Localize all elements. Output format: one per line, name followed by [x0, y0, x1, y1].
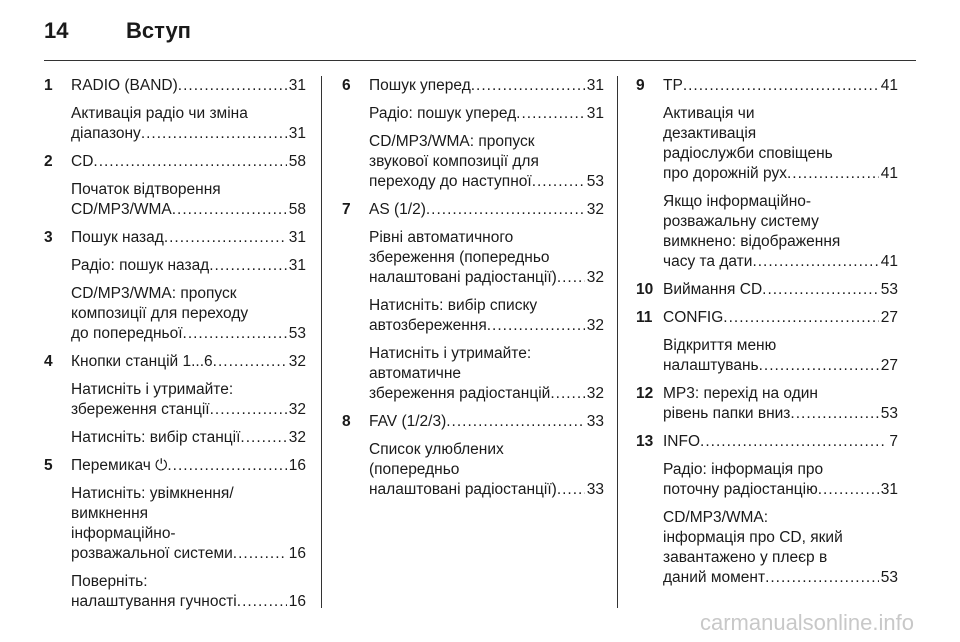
- toc-entry: [44, 352, 306, 448]
- page-reference: 31: [288, 125, 306, 142]
- entry-number: 9: [636, 77, 645, 94]
- item-text-line: завантажено у плеєр в: [663, 549, 828, 566]
- toc-item: [71, 180, 306, 220]
- toc-item: [71, 104, 306, 144]
- entry-number: 2: [44, 153, 53, 170]
- item-text-line: композиції для переходу: [71, 305, 249, 322]
- toc-item: [71, 256, 306, 276]
- toc-item: [663, 280, 898, 300]
- dot-leader: [532, 172, 585, 192]
- page-reference: 32: [586, 317, 604, 334]
- item-text-line: збереження (попередньо: [369, 249, 550, 266]
- entry-number: 4: [44, 353, 53, 370]
- item-label: Радіо: пошук уперед: [369, 105, 517, 122]
- toc-entry: [636, 308, 898, 376]
- item-text-line: Натисніть: увімкнення/: [71, 485, 234, 502]
- item-line: [71, 200, 306, 220]
- dot-leader: [426, 200, 585, 220]
- item-line: [71, 428, 306, 448]
- entry-number: 8: [342, 413, 351, 430]
- page-reference: 32: [288, 429, 306, 446]
- item-text-line: Поверніть:: [71, 573, 148, 590]
- toc-item: [369, 412, 604, 432]
- toc-entry: [44, 228, 306, 344]
- item-line: [369, 480, 604, 500]
- toc-item: [71, 76, 306, 96]
- page-reference: 33: [586, 481, 604, 498]
- dot-leader: [557, 480, 585, 500]
- toc-item: [71, 152, 306, 172]
- dot-leader: [213, 352, 287, 372]
- entry-number: 10: [636, 281, 654, 298]
- toc-item: [71, 380, 306, 420]
- page-reference: 16: [288, 545, 306, 562]
- item-label: Перемикач ⏻: [71, 457, 168, 474]
- toc-item: [663, 104, 898, 184]
- page-reference: 53: [586, 173, 604, 190]
- dot-leader: [471, 76, 585, 96]
- item-line: [663, 404, 898, 424]
- dot-leader: [209, 256, 287, 276]
- toc-item: [369, 344, 604, 404]
- item-line: [71, 324, 306, 344]
- dot-leader: [487, 316, 585, 336]
- toc-column-2: [342, 76, 604, 508]
- entry-body: [663, 308, 898, 376]
- dot-leader: [516, 104, 585, 124]
- toc-entry: [636, 432, 898, 588]
- item-label: Виймання CD: [663, 281, 763, 298]
- item-text-line: інформаційно-: [71, 525, 176, 542]
- item-text-line: розважальну систему: [663, 213, 819, 230]
- item-text-line: Якщо інформаційно-: [663, 193, 812, 210]
- page-reference: 27: [880, 357, 898, 374]
- item-label: Радіо: пошук назад: [71, 257, 210, 274]
- item-text-line: Список улюблених: [369, 441, 504, 458]
- item-text-line: (попередньо: [369, 461, 460, 478]
- entry-body: [71, 352, 306, 448]
- entry-number: 13: [636, 433, 654, 450]
- toc-entry: [342, 412, 604, 500]
- dot-leader: [790, 404, 878, 424]
- dot-leader: [178, 76, 287, 96]
- item-text-line: Радіо: інформація про: [663, 461, 824, 478]
- page-reference: 32: [586, 269, 604, 286]
- page-reference: 31: [880, 481, 898, 498]
- item-text-line: радіослужби сповіщень: [663, 145, 833, 162]
- dot-leader: [683, 76, 879, 96]
- item-line: [369, 384, 604, 404]
- column-divider: [321, 76, 322, 608]
- item-label: переходу до наступної: [369, 173, 532, 190]
- toc-entry: [342, 200, 604, 404]
- dot-leader: [723, 308, 878, 328]
- toc-entry: [44, 76, 306, 144]
- item-label: CD: [71, 153, 94, 170]
- dot-leader: [240, 428, 286, 448]
- dot-leader: [93, 152, 286, 172]
- item-text-line: Натисніть і утримайте:: [71, 381, 234, 398]
- item-text-line: звукової композиції для: [369, 153, 539, 170]
- item-text-line: Натисніть: вибір списку: [369, 297, 538, 314]
- toc-item: [369, 296, 604, 336]
- item-text-line: Відкриття меню: [663, 337, 777, 354]
- item-line: [71, 400, 306, 420]
- item-line: [71, 544, 306, 564]
- dot-leader: [446, 412, 585, 432]
- entry-body: [663, 76, 898, 272]
- dot-leader: [164, 228, 287, 248]
- header-rule: [44, 60, 916, 61]
- dot-leader: [557, 268, 585, 288]
- item-line: [663, 432, 898, 452]
- dot-leader: [765, 568, 879, 588]
- item-line: [663, 356, 898, 376]
- item-line: [369, 316, 604, 336]
- entry-number: 7: [342, 201, 351, 218]
- page-reference: 7: [889, 433, 898, 450]
- item-label: CD/MP3/WMA: [71, 201, 172, 218]
- item-label: збереження станції: [71, 401, 210, 418]
- toc-item: [663, 384, 898, 424]
- item-line: [71, 228, 306, 248]
- entry-number: 1: [44, 77, 53, 94]
- item-line: [71, 592, 306, 612]
- item-text-line: CD/MP3/WMA: пропуск: [369, 133, 535, 150]
- toc-item: [369, 200, 604, 220]
- entry-number: 3: [44, 229, 53, 246]
- item-label: діапазону: [71, 125, 141, 142]
- item-line: [663, 252, 898, 272]
- page-reference: 53: [288, 325, 306, 342]
- entry-number: 5: [44, 457, 53, 474]
- item-label: про дорожній рух: [663, 165, 787, 182]
- item-label: Пошук уперед: [369, 77, 471, 94]
- toc-item: [369, 104, 604, 124]
- toc-item: [71, 456, 306, 476]
- item-text-line: дезактивація: [663, 125, 757, 142]
- entry-body: [663, 384, 898, 424]
- item-line: [369, 76, 604, 96]
- item-line: [663, 164, 898, 184]
- dot-leader: [762, 280, 879, 300]
- toc-item: [71, 228, 306, 248]
- dot-leader: [550, 384, 584, 404]
- item-label: рівень папки вниз: [663, 405, 791, 422]
- item-line: [663, 480, 898, 500]
- item-line: [71, 456, 306, 476]
- toc-item: [71, 484, 306, 564]
- entry-body: [369, 412, 604, 500]
- page-reference: 41: [880, 253, 898, 270]
- entry-body: [663, 280, 898, 300]
- toc-entry: [636, 384, 898, 424]
- dot-leader: [183, 324, 287, 344]
- item-label: розважальної системи: [71, 545, 233, 562]
- item-label: INFO: [663, 433, 701, 450]
- page-reference: 32: [288, 401, 306, 418]
- page-reference: 16: [288, 593, 306, 610]
- page-reference: 58: [288, 153, 306, 170]
- dot-leader: [700, 432, 887, 452]
- entry-number: 6: [342, 77, 351, 94]
- item-label: FAV (1/2/3): [369, 413, 447, 430]
- page-reference: 31: [288, 257, 306, 274]
- entry-body: [663, 432, 898, 588]
- toc-item: [369, 132, 604, 192]
- item-line: [663, 280, 898, 300]
- item-line: [71, 256, 306, 276]
- page-reference: 31: [288, 77, 306, 94]
- item-line: [71, 124, 306, 144]
- dot-leader: [167, 456, 286, 476]
- item-line: [369, 200, 604, 220]
- page-reference: 33: [586, 413, 604, 430]
- page-reference: 53: [880, 405, 898, 422]
- entry-body: [71, 456, 306, 612]
- toc-item: [71, 352, 306, 372]
- entry-body: [71, 152, 306, 220]
- dot-leader: [237, 592, 287, 612]
- item-line: [663, 308, 898, 328]
- toc-item: [71, 284, 306, 344]
- watermark: carmanualsonline.info: [699, 610, 914, 635]
- toc-entry: [636, 280, 898, 300]
- page-reference: 41: [880, 165, 898, 182]
- dot-leader: [210, 400, 287, 420]
- item-line: [663, 76, 898, 96]
- toc-item: [663, 336, 898, 376]
- page-reference: 32: [288, 353, 306, 370]
- dot-leader: [759, 356, 879, 376]
- item-line: [663, 568, 898, 588]
- dot-leader: [233, 544, 287, 564]
- toc-item: [369, 76, 604, 96]
- page-reference: 27: [880, 309, 898, 326]
- item-label: налаштування гучності: [71, 593, 237, 610]
- toc-item: [663, 76, 898, 96]
- item-label: автозбереження: [369, 317, 487, 334]
- item-label: до попередньої: [71, 325, 183, 342]
- toc-column-1: [44, 76, 306, 620]
- page-reference: 32: [586, 201, 604, 218]
- page-reference: 58: [288, 201, 306, 218]
- page-reference: 53: [880, 281, 898, 298]
- item-label: поточну радіостанцію: [663, 481, 818, 498]
- page-reference: 32: [586, 385, 604, 402]
- page-reference: 16: [288, 457, 306, 474]
- item-text-line: вимкнено: відображення: [663, 233, 841, 250]
- item-text-line: Активація радіо чи зміна: [71, 105, 248, 122]
- dot-leader: [818, 480, 879, 500]
- entry-number: 11: [636, 309, 653, 326]
- item-label: налаштувань: [663, 357, 759, 374]
- item-text-line: автоматичне: [369, 365, 462, 382]
- item-line: [71, 152, 306, 172]
- toc-item: [663, 508, 898, 588]
- item-text-line: інформація про CD, який: [663, 529, 843, 546]
- item-label: збереження радіостанцій: [369, 385, 551, 402]
- toc-item: [663, 192, 898, 272]
- page-reference: 53: [880, 569, 898, 586]
- item-line: [71, 352, 306, 372]
- column-divider: [617, 76, 618, 608]
- dot-leader: [752, 252, 878, 272]
- page-title: Вступ: [126, 18, 191, 43]
- page-reference: 31: [288, 229, 306, 246]
- item-label: Натисніть: вибір станції: [71, 429, 241, 446]
- item-text-line: CD/MP3/WMA:: [663, 509, 769, 526]
- item-label: налаштовані радіостанції): [369, 481, 557, 498]
- page-header: [44, 18, 191, 48]
- toc-column-3: [636, 76, 898, 596]
- item-text-line: Активація чи: [663, 105, 755, 122]
- item-label: TP: [663, 77, 683, 94]
- item-text-line: вимкнення: [71, 505, 149, 522]
- toc-entry: [44, 152, 306, 220]
- item-label: налаштовані радіостанції): [369, 269, 557, 286]
- entry-body: [369, 76, 604, 192]
- item-label: RADIO (BAND): [71, 77, 178, 94]
- toc-item: [369, 228, 604, 288]
- item-line: [369, 104, 604, 124]
- toc-item: [663, 432, 898, 452]
- item-line: [369, 268, 604, 288]
- entry-body: [71, 76, 306, 144]
- page-reference: 31: [586, 77, 604, 94]
- toc-item: [663, 460, 898, 500]
- entry-body: [369, 200, 604, 404]
- item-text-line: MP3: перехід на один: [663, 385, 818, 402]
- item-label: часу та дати: [663, 253, 753, 270]
- toc-entry: [44, 456, 306, 612]
- item-text-line: Початок відтворення: [71, 181, 221, 198]
- toc-item: [663, 308, 898, 328]
- item-line: [369, 172, 604, 192]
- entry-body: [71, 228, 306, 344]
- page-reference: 31: [586, 105, 604, 122]
- item-text-line: Натисніть і утримайте:: [369, 345, 532, 362]
- item-text-line: CD/MP3/WMA: пропуск: [71, 285, 237, 302]
- dot-leader: [787, 164, 879, 184]
- page-reference: 41: [880, 77, 898, 94]
- toc-item: [71, 572, 306, 612]
- item-line: [369, 412, 604, 432]
- item-label: AS (1/2): [369, 201, 426, 218]
- toc-item: [71, 428, 306, 448]
- item-label: Пошук назад: [71, 229, 164, 246]
- entry-number: 12: [636, 385, 654, 402]
- item-text-line: Рівні автоматичного: [369, 229, 514, 246]
- page-number: 14: [44, 18, 69, 43]
- item-label: даний момент: [663, 569, 766, 586]
- item-label: Кнопки станцій 1...6: [71, 353, 213, 370]
- toc-entry: [342, 76, 604, 192]
- toc-entry: [636, 76, 898, 272]
- item-label: CONFIG: [663, 309, 724, 326]
- dot-leader: [141, 124, 287, 144]
- toc-item: [369, 440, 604, 500]
- dot-leader: [172, 200, 287, 220]
- item-line: [71, 76, 306, 96]
